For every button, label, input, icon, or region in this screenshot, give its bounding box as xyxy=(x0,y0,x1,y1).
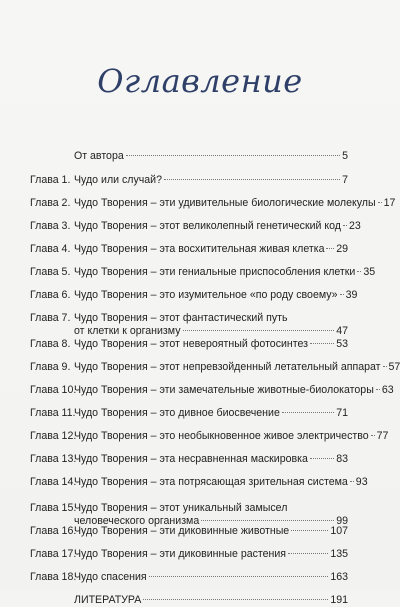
chapter-number: Глава 4. xyxy=(30,243,70,256)
dot-leader xyxy=(343,225,347,226)
dot-leader xyxy=(310,343,334,344)
page-number: 135 xyxy=(330,548,348,561)
chapter-number: Глава 9. xyxy=(30,361,70,374)
page-number: 57 xyxy=(389,361,400,374)
chapter-number: Глава 16. xyxy=(30,525,76,538)
chapter-title xyxy=(74,338,348,351)
chapter-title xyxy=(74,407,348,420)
chapter-title-line: Чудо Творения – этот невероятный фотосинтез xyxy=(74,338,308,351)
chapter-number: Глава 15. xyxy=(30,502,76,515)
page-number: 163 xyxy=(330,571,348,584)
chapter-title-line: Чудо Творения – этот уникальный замысел xyxy=(74,502,287,515)
chapter-title-line: Чудо или случай? xyxy=(74,174,162,187)
chapter-title-line: Чудо Творения – эта потрясающая зрительная система xyxy=(74,476,348,489)
dot-leader xyxy=(164,179,340,180)
chapter-title-line: человеческого организма xyxy=(74,515,199,528)
page-number: 71 xyxy=(336,407,348,420)
page-number: 77 xyxy=(377,430,389,443)
dot-leader xyxy=(376,389,380,390)
chapter-number: Глава 8. xyxy=(30,338,70,351)
page-title: Оглавление xyxy=(0,62,400,100)
dot-leader xyxy=(326,248,334,249)
dot-leader xyxy=(340,294,344,295)
chapter-title xyxy=(74,266,348,279)
chapter-title-line: Чудо Творения – эти замечательные животные-биолокаторы xyxy=(74,384,374,397)
dot-leader xyxy=(291,530,328,531)
dot-leader xyxy=(126,155,340,156)
chapter-number: Глава 7. xyxy=(30,312,70,325)
page-number: 5 xyxy=(342,150,348,163)
chapter-title-line: Чудо Творения – эти диковинные животные xyxy=(74,525,289,538)
chapter-number: Глава 13. xyxy=(30,453,76,466)
chapter-title-line: Чудо Творения – эти удивительные биологические молекулы xyxy=(74,197,376,210)
dot-leader xyxy=(378,202,382,203)
chapter-title-line: Чудо Творения – этот великолепный генетический код xyxy=(74,220,341,233)
dot-leader xyxy=(149,576,329,577)
page-number: 63 xyxy=(382,384,394,397)
chapter-title xyxy=(74,525,348,538)
chapter-title xyxy=(74,289,348,302)
chapter-title-line: Чудо Творения – этот непревзойденный летательный аппарат xyxy=(74,361,381,374)
page-number: 23 xyxy=(349,220,361,233)
chapter-number: Глава 6. xyxy=(30,289,70,302)
chapter-title xyxy=(74,476,348,489)
chapter-title-line: Чудо Творения – эта восхитительная живая клетка xyxy=(74,243,324,256)
chapter-title-line: Чудо Творения – это необыкновенное живое электричество xyxy=(74,430,369,443)
page-number: 39 xyxy=(346,289,358,302)
chapter-number: Глава 10. xyxy=(30,384,76,397)
chapter-number: Глава 17. xyxy=(30,548,76,561)
chapter-title xyxy=(74,548,348,561)
chapter-title xyxy=(74,197,348,210)
chapter-title xyxy=(74,312,348,337)
page-number: 107 xyxy=(330,525,348,538)
page-number: 47 xyxy=(336,325,348,338)
chapter-title xyxy=(74,502,348,527)
chapter-title-line: Чудо спасения xyxy=(74,571,147,584)
page-number: 93 xyxy=(356,476,368,489)
dot-leader xyxy=(143,599,328,600)
chapter-title-line: От автора xyxy=(74,150,124,163)
page-number: 83 xyxy=(336,453,348,466)
page-number: 53 xyxy=(336,338,348,351)
chapter-title xyxy=(74,594,348,607)
chapter-title xyxy=(74,361,348,374)
dot-leader xyxy=(183,330,335,331)
page-number: 99 xyxy=(336,515,348,528)
chapter-title-line: Чудо Творения – это изумительное «по роду своему» xyxy=(74,289,338,302)
page-number: 7 xyxy=(342,174,348,187)
chapter-number: Глава 14. xyxy=(30,476,76,489)
dot-leader xyxy=(357,271,361,272)
chapter-title xyxy=(74,453,348,466)
chapter-title-line: Чудо Творения – это дивное биосвечение xyxy=(74,407,280,420)
chapter-title-line: от клетки к организму xyxy=(74,325,181,338)
chapter-number: Глава 3. xyxy=(30,220,70,233)
chapter-number: Глава 1. xyxy=(30,174,70,187)
chapter-title-line: Чудо Творения – эта несравненная маскировка xyxy=(74,453,308,466)
chapter-number: Глава 12. xyxy=(30,430,76,443)
page-number: 29 xyxy=(336,243,348,256)
chapter-number: Глава 11. xyxy=(30,407,76,420)
chapter-title-line: Чудо Творения – этот фантастический путь xyxy=(74,312,288,325)
page-number: 191 xyxy=(330,594,348,607)
page-number: 17 xyxy=(384,197,396,210)
dot-leader xyxy=(288,553,328,554)
chapter-title xyxy=(74,243,348,256)
chapter-title xyxy=(74,174,348,187)
dot-leader xyxy=(310,458,334,459)
dot-leader xyxy=(201,520,334,521)
page-number: 35 xyxy=(363,266,375,279)
dot-leader xyxy=(371,435,375,436)
chapter-title xyxy=(74,384,348,397)
dot-leader xyxy=(383,366,387,367)
chapter-number: Глава 5. xyxy=(30,266,70,279)
chapter-title xyxy=(74,430,348,443)
chapter-title-line: Чудо Творения – эти гениальные приспособления клетки xyxy=(74,266,355,279)
chapter-title-line: ЛИТЕРАТУРА xyxy=(74,594,141,607)
dot-leader xyxy=(350,481,354,482)
chapter-title xyxy=(74,150,348,163)
chapter-title xyxy=(74,571,348,584)
chapter-title xyxy=(74,220,348,233)
chapter-title-line: Чудо Творения – эти диковинные растения xyxy=(74,548,286,561)
chapter-number: Глава 18. xyxy=(30,571,76,584)
dot-leader xyxy=(282,412,334,413)
chapter-number: Глава 2. xyxy=(30,197,70,210)
